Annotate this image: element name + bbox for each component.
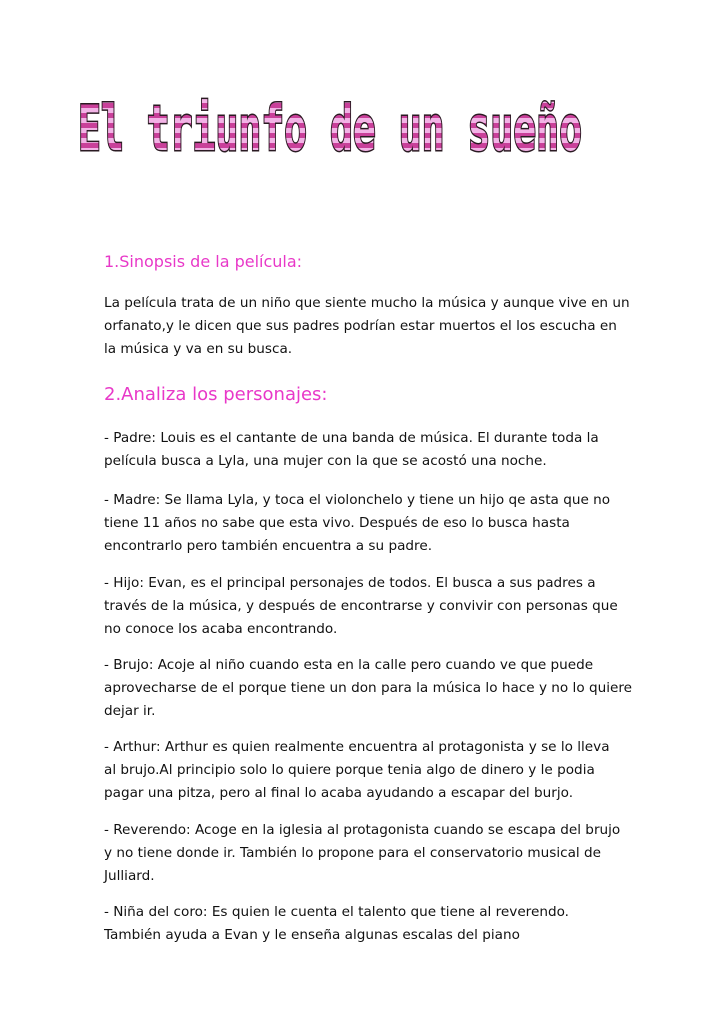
synopsis-line: la música y va en su busca. [104, 341, 293, 357]
character-paragraph-arthur [104, 736, 624, 805]
synopsis-paragraph [104, 292, 630, 361]
character-line: y no tiene donde ir. También lo propone para el conservatorio musical de [104, 845, 601, 861]
character-line: aprovecharse de el porque tiene un don para la música lo hace y no lo quiere [104, 680, 633, 696]
character-line: También ayuda a Evan y le enseña algunas escalas del piano [104, 927, 520, 943]
character-line: - Brujo: Acoje al niño cuando esta en la calle pero cuando ve que puede [104, 657, 594, 673]
synopsis-line: La película trata de un niño que siente mucho la música y aunque vive en un [104, 295, 630, 311]
character-line: al brujo.Al principio solo lo quiere porque tenia algo de dinero y le podia [104, 762, 595, 778]
character-line: encontrarlo pero también encuentra a su padre. [104, 538, 433, 554]
character-paragraph-brujo [104, 654, 633, 723]
character-line: través de la música, y después de encontrarse y convivir con personas que [104, 598, 618, 614]
character-line: dejar ir. [104, 703, 156, 719]
character-line: - Padre: Louis es el cantante de una banda de música. El durante toda la [104, 430, 599, 446]
character-line: no conoce los acaba encontrando. [104, 621, 338, 637]
character-paragraph-padre [104, 427, 624, 473]
character-line: - Reverendo: Acoge en la iglesia al protagonista cuando se escapa del brujo [104, 822, 621, 838]
character-line: tiene 11 años no sabe que esta vivo. Después de eso lo busca hasta [104, 515, 570, 531]
character-paragraph-reverendo [104, 819, 624, 888]
character-line: película busca a Lyla, una mujer con la que se acostó una noche. [104, 453, 547, 469]
character-line: - Niña del coro: Es quien le cuenta el talento que tiene al reverendo. [104, 904, 569, 920]
character-line: - Arthur: Arthur es quien realmente encuentra al protagonista y se lo lleva [104, 739, 610, 755]
page-title: El triunfo de un sueño [78, 92, 582, 165]
character-line: - Madre: Se llama Lyla, y toca el violonchelo y tiene un hijo qe asta que no [104, 492, 611, 508]
title-wordart-graphic [0, 78, 728, 168]
title-wordart [0, 78, 728, 168]
character-paragraph-madre [104, 489, 624, 558]
section1-heading: 1.Sinopsis de la película: [104, 252, 303, 271]
section2-heading: 2.Analiza los personajes: [104, 384, 328, 405]
character-paragraph-nina-del-coro [104, 901, 624, 947]
character-paragraph-hijo [104, 572, 624, 641]
character-line: Julliard. [104, 868, 155, 884]
synopsis-line: orfanato,y le dicen que sus padres podrían estar muertos el los escucha en [104, 318, 617, 334]
character-line: - Hijo: Evan, es el principal personajes de todos. El busca a sus padres a [104, 575, 596, 591]
character-line: pagar una pitza, pero al final lo acaba ayudando a escapar del burjo. [104, 785, 574, 801]
